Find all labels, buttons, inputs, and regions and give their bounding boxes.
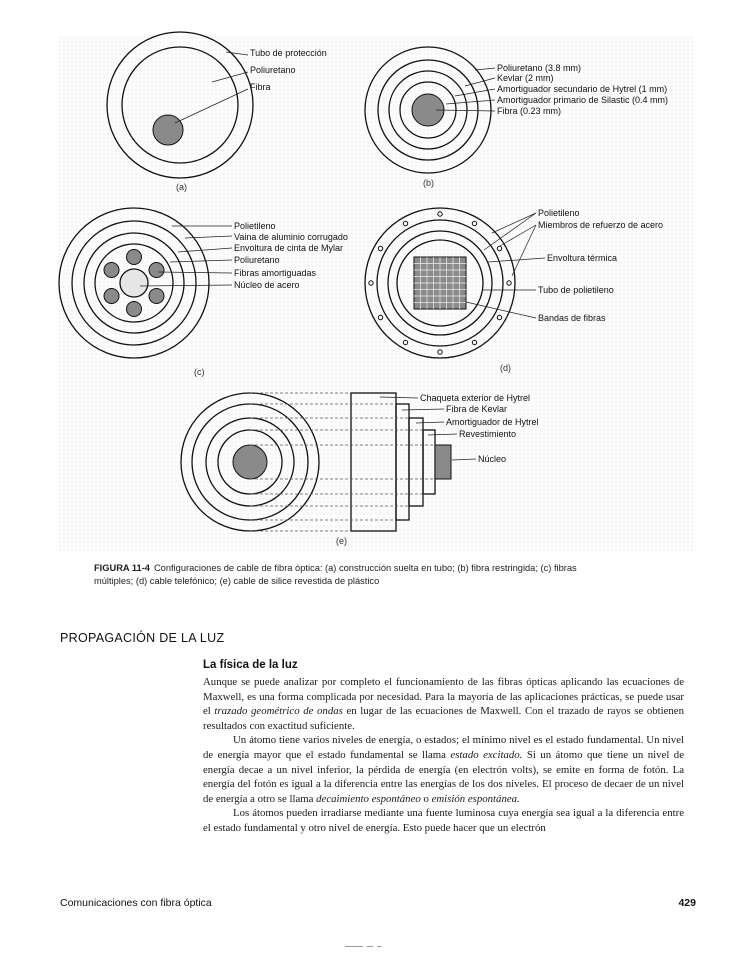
- text-run-italic: estado excitado.: [450, 748, 523, 761]
- panel-b-label-1: Poliuretano (3.8 mm): [497, 63, 582, 73]
- panel-a-label-3: Fibra: [250, 82, 271, 92]
- page-number: 429: [678, 897, 696, 909]
- panel-c-label-4: Poliuretano: [234, 255, 280, 265]
- panel-c-label-5: Fibras amortiguadas: [234, 268, 317, 278]
- panel-b-letter: (b): [423, 178, 434, 188]
- panel-e-label-5: Núcleo: [478, 454, 507, 464]
- panel-c-letter: (c): [194, 367, 205, 377]
- panel-a-diagram: [107, 32, 253, 178]
- text-run: o: [420, 792, 432, 805]
- panel-b-diagram: [365, 47, 491, 173]
- panel-e-label-4: Revestimiento: [459, 429, 517, 439]
- panel-b-label-5: Fibra (0.23 mm): [497, 106, 562, 116]
- panel-b-label-4: Amortiguador primario de Silastic (0.4 mm): [497, 95, 669, 105]
- panel-c-label-6: Núcleo de acero: [234, 280, 300, 290]
- panel-c-label-1: Polietileno: [234, 221, 276, 231]
- panel-b-label-2: Kevlar (2 mm): [497, 73, 554, 83]
- panel-d-letter: (d): [500, 363, 511, 373]
- panel-d-diagram: [365, 208, 515, 358]
- text-run: Si un átomo que tiene un nivel de energía decae a un nivel inferior, la pérdida de energía (en electrón volts), se emite en forma de fotón. La energía del fotón es igual a la diferencia entre las energías de los dos niveles. El proceso de decaer de un nivel de energía a otro se llama: [203, 748, 684, 805]
- panel-d-label-4: Tubo de polietileno: [538, 285, 614, 295]
- figure-caption-label: FIGURA 11-4: [94, 563, 150, 573]
- subsection-heading: La física de la luz: [203, 659, 298, 671]
- paragraph-3: [203, 806, 684, 835]
- panel-d-label-5: Bandas de fibras: [538, 313, 606, 323]
- panel-e-label-1: Chaqueta exterior de Hytrel: [420, 393, 531, 403]
- panel-d-label-1: Polietileno: [538, 208, 580, 218]
- panel-d-label-3: Envoltura térmica: [547, 253, 618, 263]
- panel-a-label-2: Poliuretano: [250, 65, 296, 75]
- text-run-italic: decaimiento espontáneo: [316, 792, 421, 805]
- paragraph-2: [203, 733, 684, 806]
- panel-e-letter: (e): [336, 536, 347, 546]
- paragraph-1: [203, 675, 684, 733]
- text-run-italic: emisión espontánea.: [431, 792, 520, 805]
- section-heading: PROPAGACIÓN DE LA LUZ: [60, 631, 225, 645]
- panel-c-label-2: Vaina de aluminio corrugado: [234, 232, 348, 242]
- panel-c-label-3: Envoltura de cinta de Mylar: [234, 243, 344, 253]
- footer-divider: [345, 937, 397, 941]
- panel-a-letter: (a): [176, 182, 187, 192]
- body-text: [203, 675, 684, 836]
- running-footer: Comunicaciones con fibra óptica: [60, 897, 212, 909]
- figure-caption-text: Configuraciones de cable de fibra óptica: (a) construcción suelta en tubo; (b) fibra restringida; (c) fibras múltiples; (d) cable telefónico; (e) cable de silice revestida de plástico: [94, 563, 577, 586]
- text-run-italic: trazado geométrico de ondas: [214, 705, 343, 718]
- panel-b-label-3: Amortiguador secundario de Hytrel (1 mm): [497, 84, 668, 94]
- figure-caption: [94, 562, 594, 587]
- panel-a-label-1: Tubo de protección: [250, 48, 327, 58]
- text-run: en lugar de las ecuaciones de Maxwell. Con el trazado de rayos se obtienen resultados con exactitud suficiente.: [203, 705, 684, 732]
- panel-e-label-2: Fibra de Kevlar: [446, 404, 508, 414]
- panel-c-diagram: [59, 208, 209, 358]
- text-run: Un átomo tiene varios niveles de energía, o estados; el mínimo nivel es el estado fundamental. Un nivel de energía mayor que el estado fundamental se llama: [203, 734, 684, 761]
- panel-e-label-3: Amortiguador de Hytrel: [446, 417, 539, 427]
- panel-e-diagram: [181, 393, 451, 531]
- panel-d-label-2: Miembros de refuerzo de acero: [538, 220, 664, 230]
- text-run: Aunque se puede analizar por completo el funcionamiento de las fibras ópticas aplicando las ecuaciones de Maxwell, es una forma complicada por necesidad. Para la mayoría de las aplicaciones prácticas, se puede usar el: [203, 676, 684, 718]
- text-run: Los átomos pueden irradiarse mediante una fuente luminosa cuya energía sea igual a la diferencia entre el estado fundamental y otro nivel de energía. Esto puede hacer que un electrón: [203, 807, 684, 834]
